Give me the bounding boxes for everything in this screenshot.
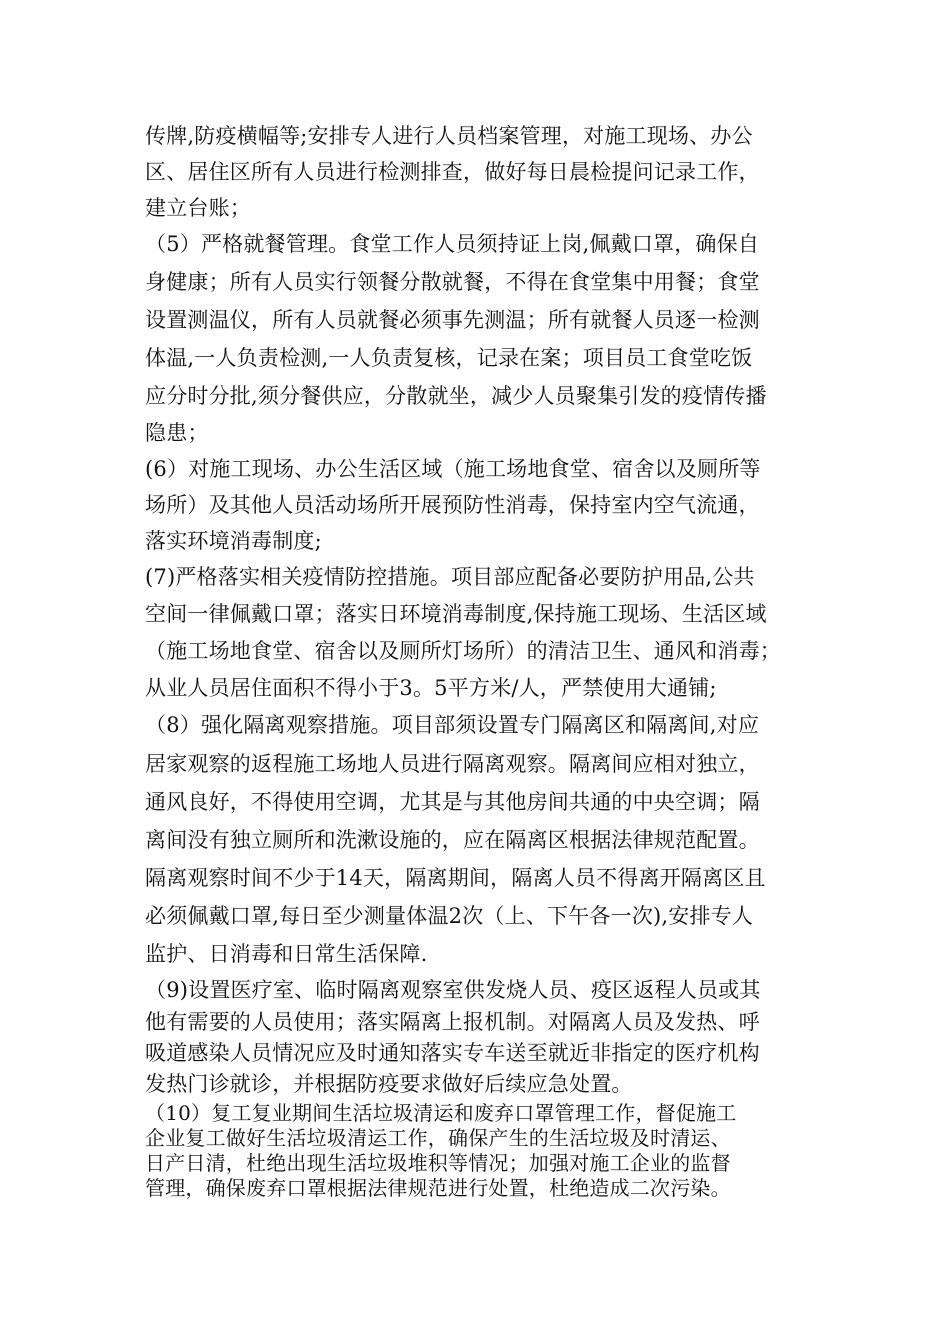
text-line: 隔离观察时间不少于14天，隔离期间，隔离人员不得离开隔离区且: [145, 866, 766, 890]
text-line: （9)设置医疗室、临时隔离观察室供发烧人员、疫区返程人员或其: [145, 978, 761, 1002]
text-line: 监护、日消毒和日常生活保障.: [145, 942, 428, 966]
text-line: 日产日清，杜绝出现生活垃圾堆积等情况；加强对施工企业的监督: [145, 1151, 731, 1175]
text-line: 建立台账；: [145, 196, 251, 220]
text-line: 设置测温仪，所有人员就餐必须事先测温；所有就餐人员逐一检测: [145, 308, 760, 332]
text-line: 居家观察的返程施工场地人员进行隔离观察。隔离间应相对独立，: [145, 752, 760, 776]
text-line: 区、居住区所有人员进行检测排查，做好每日晨检提问记录工作，: [145, 160, 760, 184]
text-line: 身健康；所有人员实行领餐分散就餐，不得在食堂集中用餐；食堂: [145, 270, 760, 294]
text-line: （施工场地食堂、宿舍以及厕所灯场所）的清洁卫生、通风和消毒；: [145, 639, 781, 663]
text-line: 管理，确保废弃口罩根据法律规范进行处置，杜绝造成二次污染。: [145, 1176, 731, 1200]
text-line: (7)严格落实相关疫情防控措施。项目部应配备必要防护用品,公共: [145, 565, 755, 589]
text-line: 离间没有独立厕所和洗漱设施的，应在隔离区根据法律规范配置。: [145, 828, 760, 852]
text-line: 吸道感染人员情况应及时通知落实专车送至就近非指定的医疗机构: [145, 1041, 760, 1065]
text-line: （10）复工复业期间生活垃圾清运和废弃口罩管理工作，督促施工: [145, 1101, 737, 1125]
text-line: (6）对施工现场、办公生活区域（施工场地食堂、宿舍以及厕所等: [145, 457, 761, 481]
text-line: 体温,一人负责检测,一人负责复核，记录在案；项目员工食堂吃饭: [145, 346, 753, 370]
text-line: 他有需要的人员使用；落实隔离上报机制。对隔离人员及发热、呼: [145, 1010, 760, 1034]
text-line: （5）严格就餐管理。食堂工作人员须持证上岗,佩戴口罩，确保自: [145, 232, 760, 256]
text-line: 应分时分批,须分餐供应，分散就坐，减少人员聚集引发的疫情传播: [145, 384, 767, 408]
text-line: 从业人员居住面积不得小于3。5平方米/人，严禁使用大通铺;: [145, 676, 717, 700]
text-line: 必须佩戴口罩,每日至少测量体温2次（上、下午各一次),安排专人: [145, 904, 754, 928]
text-line: 隐患；: [145, 421, 209, 445]
text-line: 传牌,防疫横幅等;安排专人进行人员档案管理，对施工现场、办公: [145, 124, 753, 148]
text-line: 场所）及其他人员活动场所开展预防性消毒，保持室内空气流通，: [145, 493, 760, 517]
text-line: 发热门诊就诊，并根据防疫要求做好后续应急处置。: [145, 1072, 633, 1096]
text-line: （8）强化隔离观察措施。项目部须设置专门隔离区和隔离间,对应: [145, 713, 760, 737]
text-line: 落实环境消毒制度;: [145, 529, 322, 553]
text-line: 通风良好，不得使用空调，尤其是与其他房间共通的中央空调；隔: [145, 790, 760, 814]
text-line: 企业复工做好生活垃圾清运工作，确保产生的生活垃圾及时清运、: [145, 1126, 731, 1150]
text-line: 空间一律佩戴口罩；落实日环境消毒制度,保持施工现场、生活区域: [145, 602, 767, 626]
